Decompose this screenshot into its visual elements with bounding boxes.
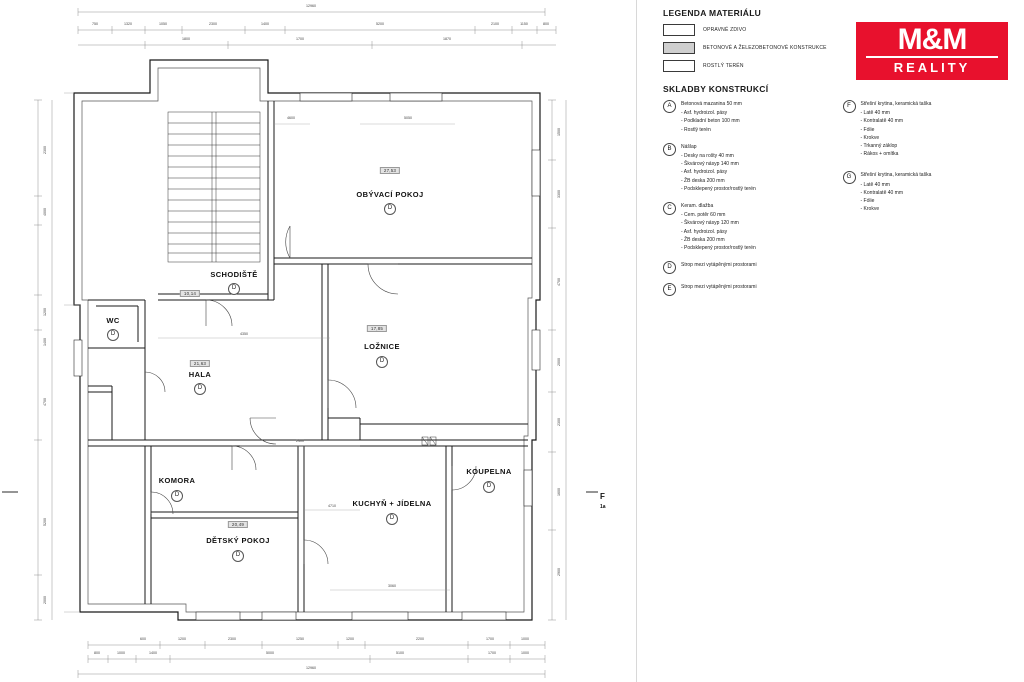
construction-line: - Desky na rošty 40 mm bbox=[681, 153, 734, 160]
room-badge: D bbox=[107, 329, 119, 341]
dimension-text: 2900 bbox=[557, 568, 561, 576]
construction-line: - Kontralatě 40 mm bbox=[860, 118, 904, 125]
room-label: HALA bbox=[188, 370, 212, 379]
constructions-column-right bbox=[843, 100, 1015, 305]
dimension-text: 2300 bbox=[209, 22, 217, 26]
material-swatch-masonry bbox=[663, 24, 695, 36]
construction-line: - Asf. hydroizol. pásy bbox=[681, 169, 728, 176]
construction-key: C bbox=[663, 202, 676, 215]
construction-description bbox=[681, 261, 757, 274]
construction-line: - Fólie bbox=[860, 198, 875, 205]
dimension-text: 2200 bbox=[416, 637, 424, 641]
construction-description bbox=[681, 100, 742, 134]
room-area-tag: 17,85 bbox=[367, 325, 387, 332]
dimension-text: 4350 bbox=[240, 332, 248, 336]
room-badge: D bbox=[386, 513, 398, 525]
construction-line: - Trkanný záklop bbox=[860, 143, 898, 150]
material-label: BETONOVÉ A ŽELEZOBETONOVÉ KONSTRUKCE bbox=[703, 45, 827, 51]
construction-head: Strop mezi vytápěnými prostorami bbox=[681, 262, 757, 269]
construction-description bbox=[681, 143, 756, 193]
dimension-text: 4000 bbox=[43, 208, 47, 216]
dimension-text: 1200 bbox=[178, 637, 186, 641]
dimension-text: 4710 bbox=[328, 504, 336, 508]
logo-mark: M&M bbox=[897, 23, 967, 56]
dimension-text: 1000 bbox=[521, 651, 529, 655]
construction-line: - Fólie bbox=[860, 126, 875, 133]
material-label: ROSTLÝ TERÉN bbox=[703, 63, 744, 69]
material-label: OPRAVNÉ ZDIVO bbox=[703, 27, 747, 33]
construction-line: - Latě 40 mm bbox=[860, 181, 890, 188]
construction-item-a bbox=[663, 100, 835, 134]
construction-description bbox=[861, 171, 932, 213]
dimension-text: 3060 bbox=[388, 584, 396, 588]
construction-item-f bbox=[843, 100, 1015, 158]
dimension-text: 2000 bbox=[557, 358, 561, 366]
constructions-title: SKLADBY KONSTRUKCÍ bbox=[663, 84, 769, 94]
construction-description bbox=[681, 202, 756, 252]
room-label: LOŽNICE bbox=[364, 342, 400, 351]
room-badge: D bbox=[232, 550, 244, 562]
section-axis-label: F bbox=[600, 492, 605, 501]
construction-line: - Asf. hydroizol. pásy bbox=[681, 110, 728, 117]
room-badge: D bbox=[194, 383, 206, 395]
construction-key: D bbox=[663, 261, 676, 274]
construction-item-b bbox=[663, 143, 835, 193]
dimension-text: 2300 bbox=[43, 146, 47, 154]
room-label: DĚTSKÝ POKOJ bbox=[206, 536, 270, 545]
room-label: SCHODIŠTĚ bbox=[210, 270, 258, 279]
dimension-text: 1400 bbox=[149, 651, 157, 655]
construction-line: - Škvárový násyp 140 mm bbox=[681, 161, 739, 168]
dimension-text: 12960 bbox=[306, 666, 316, 670]
dimension-text: 2100 bbox=[491, 22, 499, 26]
dimension-text: 1400 bbox=[43, 338, 47, 346]
construction-item-g bbox=[843, 171, 1015, 213]
construction-item-c bbox=[663, 202, 835, 252]
dimension-text: 1600 bbox=[557, 488, 561, 496]
room-area-tag: 20,49 bbox=[228, 521, 248, 528]
dimension-text: 2000 bbox=[43, 596, 47, 604]
dimension-text: 1700 bbox=[296, 37, 304, 41]
dimension-text: 1870 bbox=[443, 37, 451, 41]
construction-line: - Podsklepený prostor/rostlý terén bbox=[681, 185, 756, 192]
construction-line: - Rostlý terén bbox=[681, 126, 711, 133]
constructions-columns bbox=[663, 100, 1014, 305]
room-area-tag: 21,63 bbox=[190, 360, 210, 367]
dimension-text: 1400 bbox=[261, 22, 269, 26]
construction-item-d bbox=[663, 261, 835, 274]
construction-description bbox=[861, 100, 932, 158]
construction-line: - Krokve bbox=[860, 206, 880, 213]
section-axis-sublabel: 1a bbox=[600, 504, 606, 510]
construction-head: Nášlap bbox=[681, 143, 697, 150]
construction-line: - Podsklepený prostor/rostlý terén bbox=[681, 245, 756, 252]
dimension-text: 3300 bbox=[557, 190, 561, 198]
dimension-text: 1700 bbox=[486, 637, 494, 641]
construction-line: - Podkladní beton 100 mm bbox=[681, 118, 740, 125]
material-swatch-concrete bbox=[663, 42, 695, 54]
dimension-text: 5200 bbox=[43, 518, 47, 526]
room-label: KOUPELNA bbox=[466, 467, 512, 476]
construction-key: E bbox=[663, 283, 676, 296]
dimension-text: 2400 bbox=[296, 439, 304, 443]
dimension-text: 1200 bbox=[346, 637, 354, 641]
materials-legend-title: LEGENDA MATERIÁLU bbox=[663, 8, 762, 18]
dimension-text: 2300 bbox=[557, 418, 561, 426]
room-badge: D bbox=[171, 490, 183, 502]
dimension-text: 12960 bbox=[306, 4, 316, 8]
legend-panel bbox=[636, 0, 1024, 682]
dimension-text: 600 bbox=[140, 637, 146, 641]
dimension-text: 1000 bbox=[521, 637, 529, 641]
dimension-text: 4600 bbox=[287, 116, 295, 120]
construction-line: - Latě 40 mm bbox=[860, 110, 890, 117]
room-badge: D bbox=[384, 203, 396, 215]
construction-item-e bbox=[663, 283, 835, 296]
construction-line: - Krokve bbox=[860, 134, 880, 141]
dimension-text: 1000 bbox=[117, 651, 125, 655]
dimension-text: 5050 bbox=[404, 116, 412, 120]
room-label: KOMORA bbox=[158, 476, 196, 485]
dimension-text: 4700 bbox=[43, 398, 47, 406]
dimension-text: 750 bbox=[92, 22, 98, 26]
dimension-text: 2300 bbox=[228, 637, 236, 641]
logo-wordmark: REALITY bbox=[893, 60, 971, 75]
dimension-text: 1250 bbox=[296, 637, 304, 641]
construction-key: A bbox=[663, 100, 676, 113]
construction-line: - Cem. potěr 60 mm bbox=[681, 212, 726, 219]
material-swatch-terrain bbox=[663, 60, 695, 72]
constructions-column-left bbox=[663, 100, 835, 305]
dimension-text: 5000 bbox=[266, 651, 274, 655]
construction-line: - Škvárový násyp 120 mm bbox=[681, 220, 739, 227]
dimension-text: 5100 bbox=[396, 651, 404, 655]
construction-head: Keram. dlažba bbox=[681, 203, 714, 210]
construction-key: B bbox=[663, 143, 676, 156]
dimension-text: 1150 bbox=[520, 22, 528, 26]
construction-line: - ŽB deska 200 mm bbox=[681, 236, 725, 243]
construction-head: Střešní krytina, keramická taška bbox=[860, 172, 932, 179]
construction-line: - Asf. hydroizol. pásy bbox=[681, 228, 728, 235]
dimension-text: 1500 bbox=[557, 128, 561, 136]
dimension-text: 1050 bbox=[159, 22, 167, 26]
dimension-text: 1320 bbox=[124, 22, 132, 26]
construction-head: Betonová mazanina 50 mm bbox=[681, 101, 742, 107]
room-area-tag: 27,53 bbox=[380, 167, 400, 174]
construction-description bbox=[681, 283, 757, 296]
construction-key: G bbox=[843, 171, 856, 184]
dimension-text: 1700 bbox=[488, 651, 496, 655]
room-label: KUCHYŇ + JÍDELNA bbox=[352, 499, 432, 508]
construction-line: - ŽB deska 200 mm bbox=[681, 177, 725, 184]
dimension-text: 800 bbox=[94, 651, 100, 655]
room-badge: D bbox=[228, 283, 240, 295]
room-label: WC bbox=[106, 316, 120, 325]
dimension-text: 1800 bbox=[182, 37, 190, 41]
room-badge: D bbox=[376, 356, 388, 368]
room-badge: D bbox=[483, 481, 495, 493]
dimension-text: 5200 bbox=[376, 22, 384, 26]
mm-reality-logo bbox=[856, 22, 1008, 80]
construction-head: Střešní krytina, keramická taška bbox=[860, 101, 932, 107]
room-area-tag: 10,14 bbox=[180, 290, 200, 297]
dimension-text: 1200 bbox=[43, 308, 47, 316]
logo-divider bbox=[866, 56, 998, 58]
construction-head: Strop mezi vytápěnými prostorami bbox=[681, 284, 757, 291]
dimension-text: 4700 bbox=[557, 278, 561, 286]
room-label: OBÝVACÍ POKOJ bbox=[356, 190, 424, 199]
dimension-text: 800 bbox=[543, 22, 549, 26]
construction-line: - Rákos + omítka bbox=[860, 151, 899, 158]
construction-key: F bbox=[843, 100, 856, 113]
construction-line: - Kontralatě 40 mm bbox=[860, 189, 904, 196]
